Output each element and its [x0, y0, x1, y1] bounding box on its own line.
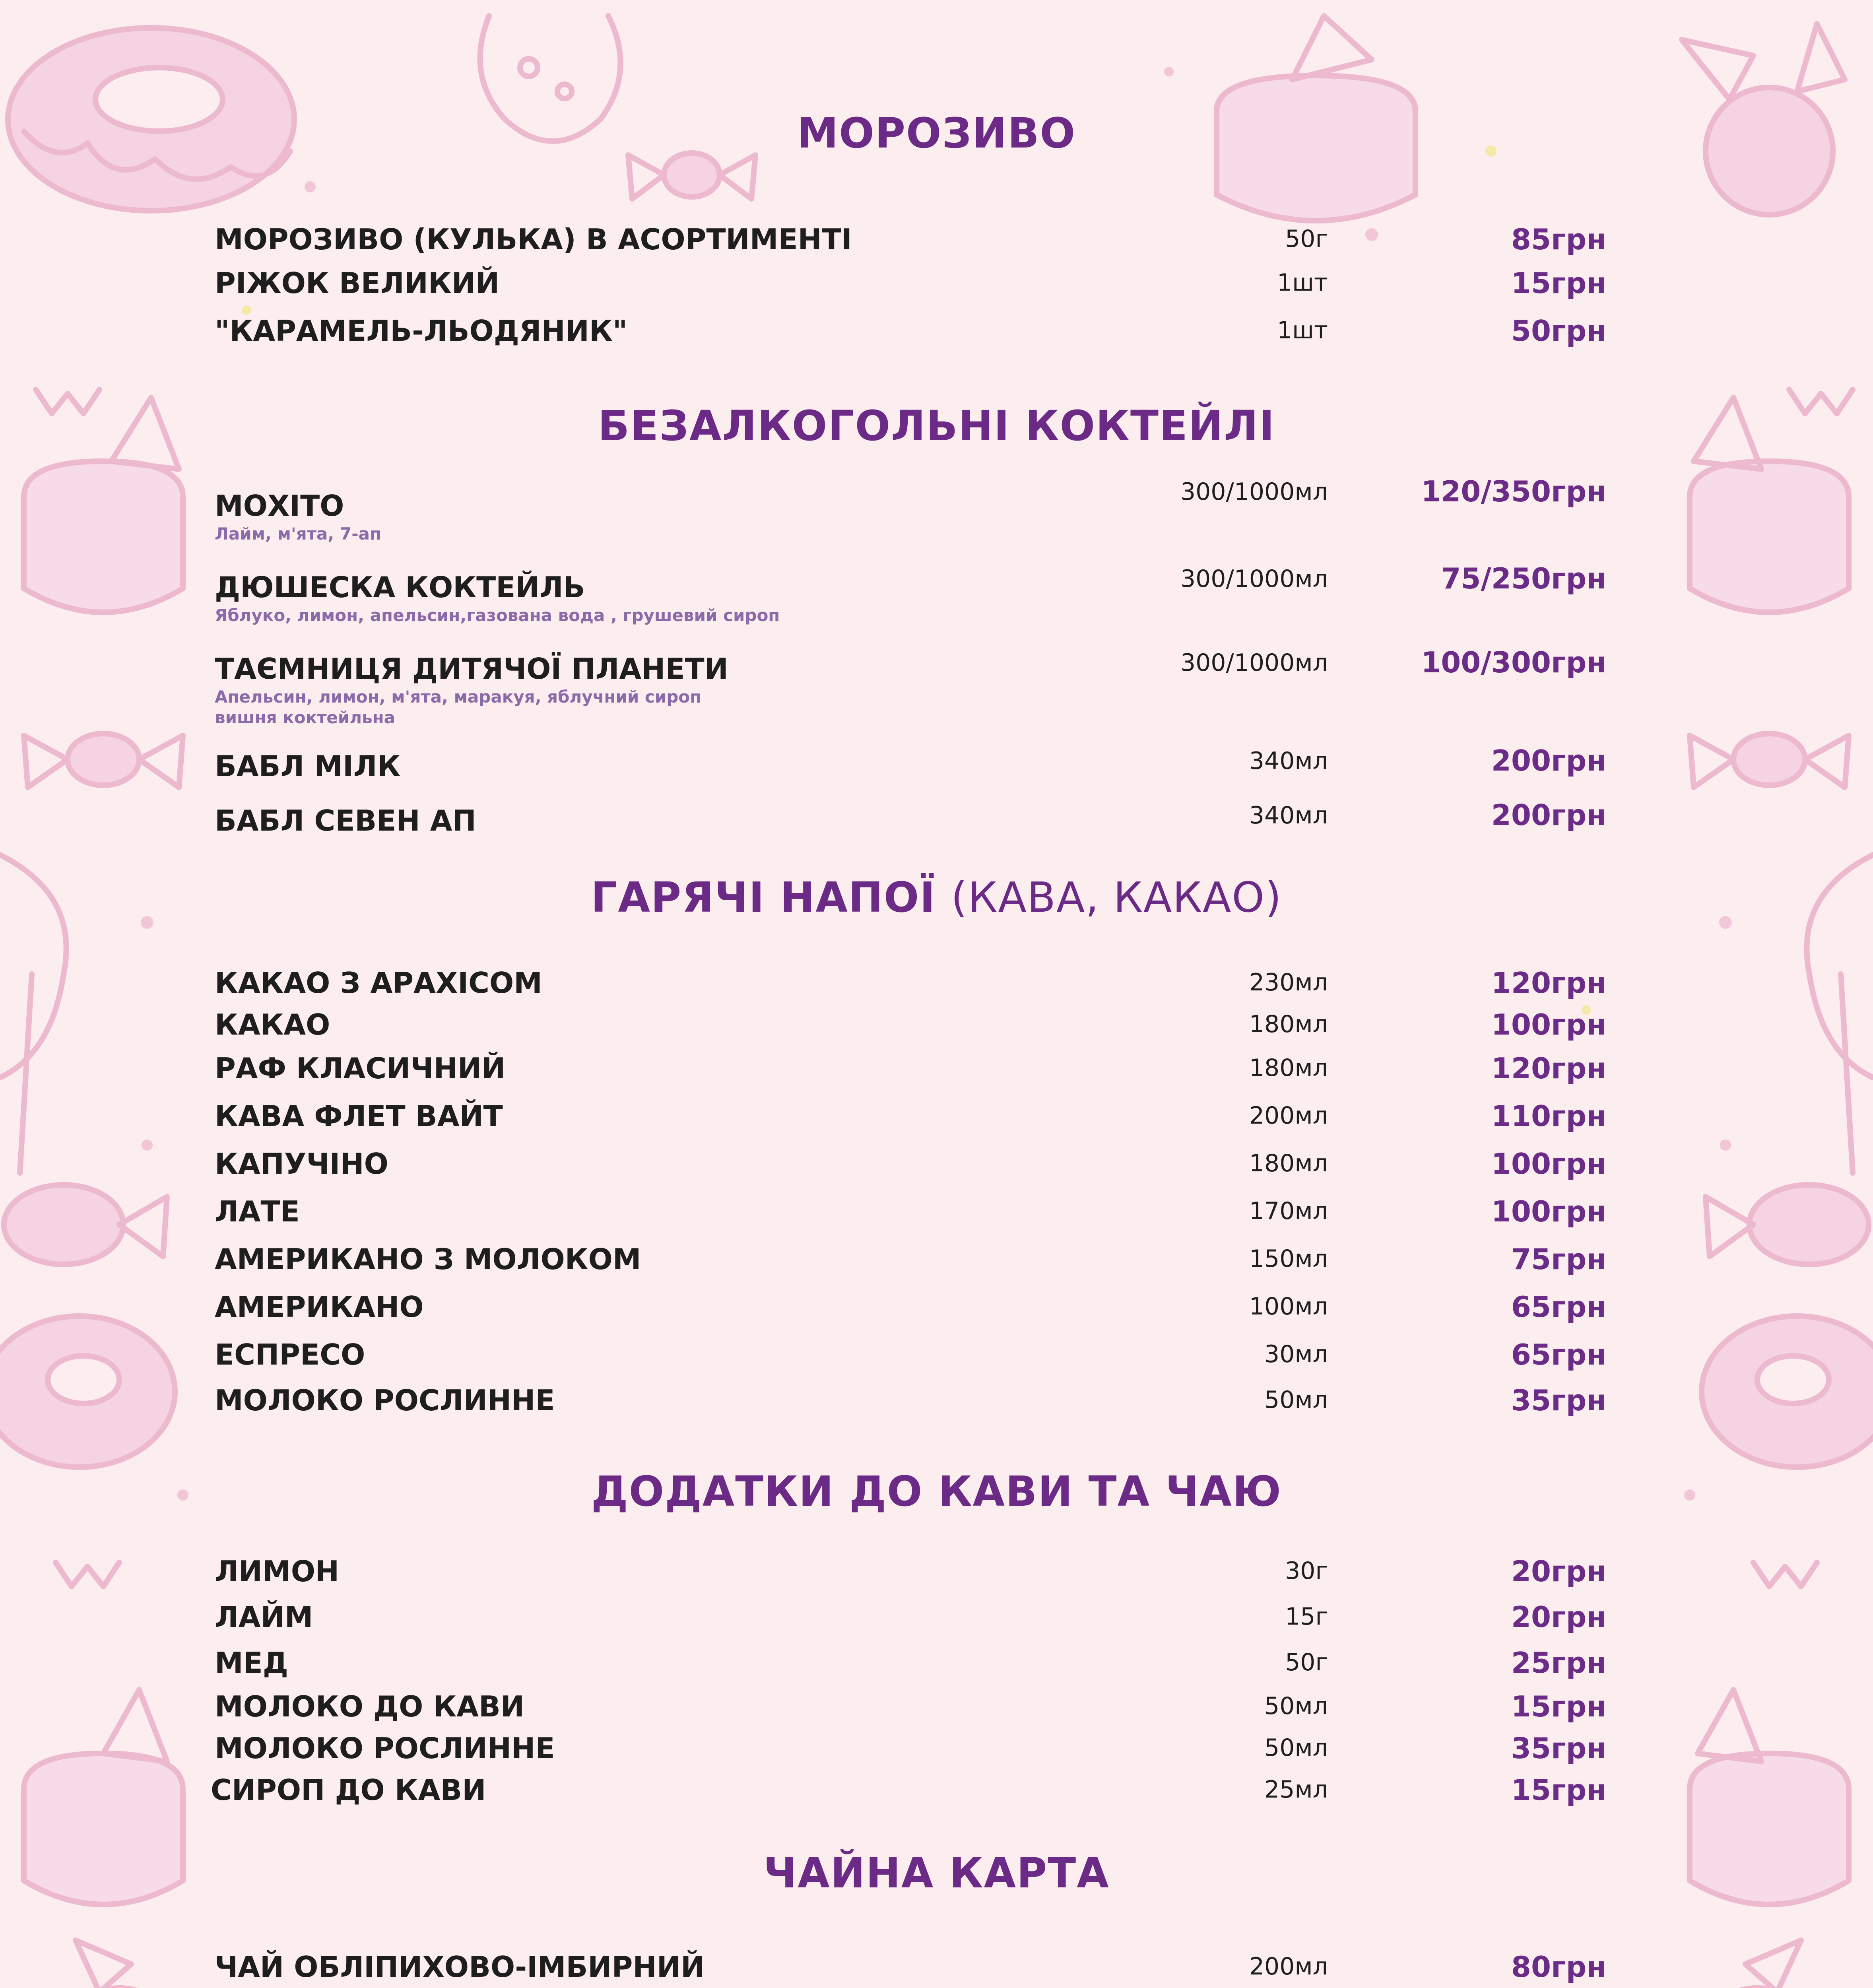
item-quantity: 200мл — [1249, 1102, 1328, 1130]
item-name: МОЛОКО ДО КАВИ — [215, 1690, 525, 1723]
menu-item — [215, 966, 1606, 1010]
item-price: 110грн — [1491, 1099, 1606, 1133]
section-title-text: ЧАЙНА КАРТА — [763, 1849, 1110, 1897]
item-quantity: 300/1000мл — [1180, 565, 1328, 593]
menu-item — [215, 1052, 1606, 1095]
item-quantity: 50мл — [1264, 1386, 1328, 1414]
item-quantity: 300/1000мл — [1180, 649, 1328, 677]
item-price: 120/350грн — [1421, 475, 1606, 508]
item-name: "КАРАМЕЛЬ-ЛЬОДЯНИК" — [215, 314, 628, 348]
section-title-ice-cream — [0, 109, 1873, 157]
item-price: 35грн — [1511, 1384, 1606, 1417]
item-quantity: 25мл — [1264, 1776, 1328, 1804]
item-price: 100грн — [1491, 1195, 1606, 1228]
item-name: БАБЛ СЕВЕН АП — [215, 804, 476, 837]
item-price: 85грн — [1511, 223, 1606, 256]
item-quantity: 30мл — [1264, 1340, 1328, 1368]
item-name: КАКАО — [215, 1008, 330, 1041]
item-quantity: 300/1000мл — [1180, 478, 1328, 506]
item-price: 100/300грн — [1421, 646, 1606, 679]
item-price: 120грн — [1491, 1052, 1606, 1085]
item-quantity: 50г — [1285, 225, 1328, 253]
menu-item — [215, 1008, 1606, 1052]
item-name: АМЕРИКАНО — [215, 1290, 424, 1324]
item-description-line2: вишня коктейльна — [215, 708, 396, 727]
item-name: ЕСПРЕСО — [215, 1338, 365, 1371]
item-quantity: 150мл — [1249, 1245, 1328, 1273]
item-price: 200грн — [1491, 798, 1606, 832]
item-name: МЕД — [215, 1646, 288, 1679]
item-name: МОЛОКО РОСЛИННЕ — [215, 1732, 555, 1765]
item-quantity: 170мл — [1249, 1197, 1328, 1225]
menu-item — [215, 1099, 1606, 1143]
item-quantity: 50мл — [1264, 1692, 1328, 1720]
item-name: МОРОЗИВО (КУЛЬКА) В АСОРТИМЕНТІ — [215, 223, 852, 256]
menu-item — [215, 562, 1606, 634]
item-name: ЛАЙМ — [215, 1600, 313, 1634]
menu-item — [215, 1384, 1606, 1427]
item-name: ЛИМОН — [215, 1555, 340, 1588]
item-name: КАВА ФЛЕТ ВАЙТ — [215, 1099, 503, 1133]
item-quantity: 1шт — [1277, 269, 1328, 297]
menu-item — [215, 646, 1606, 736]
item-name: МОЛОКО РОСЛИННЕ — [215, 1384, 555, 1417]
item-description: Апельсин, лимон, м'ята, маракуя, яблучний сироп — [215, 687, 702, 707]
item-price: 50грн — [1511, 314, 1606, 348]
item-name: ЛАТЕ — [215, 1195, 300, 1228]
item-price: 35грн — [1511, 1732, 1606, 1765]
menu-item — [215, 1195, 1606, 1239]
item-quantity: 50г — [1285, 1648, 1328, 1676]
menu-item — [215, 798, 1606, 848]
item-quantity: 230мл — [1249, 969, 1328, 996]
section-title-addons — [0, 1467, 1873, 1516]
menu-item — [215, 1646, 1606, 1690]
item-description: Лайм, м'ята, 7-ап — [215, 524, 381, 544]
item-price: 120грн — [1491, 966, 1606, 1000]
section-title-text: МОРОЗИВО — [797, 109, 1076, 157]
menu-item — [215, 1290, 1606, 1334]
menu-item — [215, 1147, 1606, 1191]
item-price: 100грн — [1491, 1008, 1606, 1041]
menu-item — [215, 1950, 1606, 1988]
section-title-tea — [0, 1849, 1873, 1897]
item-price: 65грн — [1511, 1290, 1606, 1324]
item-name: РІЖОК ВЕЛИКИЙ — [215, 266, 500, 300]
menu-item — [215, 314, 1606, 358]
item-price: 15грн — [1511, 266, 1606, 300]
menu-item — [215, 1338, 1606, 1382]
item-name: ЧАЙ ОБЛІПИХОВО-ІМБИРНИЙ — [215, 1950, 705, 1984]
item-name: СИРОП ДО КАВИ — [211, 1773, 486, 1807]
item-price: 100грн — [1491, 1147, 1606, 1180]
item-name: БАБЛ МІЛК — [215, 749, 401, 783]
menu-item — [215, 1600, 1606, 1644]
section-title-text: ГАРЯЧІ НАПОЇ — [591, 873, 936, 922]
item-price: 80грн — [1511, 1950, 1606, 1984]
menu-item — [215, 1242, 1606, 1286]
item-price: 25грн — [1511, 1646, 1606, 1679]
item-price: 20грн — [1511, 1555, 1606, 1588]
item-price: 75грн — [1511, 1242, 1606, 1276]
item-quantity: 180мл — [1249, 1010, 1328, 1038]
item-quantity: 100мл — [1249, 1293, 1328, 1320]
menu-item — [211, 1773, 1606, 1817]
item-description: Яблуко, лимон, апельсин,газована вода , грушевий сироп — [215, 606, 780, 625]
item-quantity: 340мл — [1249, 747, 1328, 775]
menu-item — [215, 1555, 1606, 1598]
menu-item — [215, 744, 1606, 793]
menu-item — [215, 1732, 1606, 1775]
item-name: РАФ КЛАСИЧНИЙ — [215, 1052, 506, 1085]
item-quantity: 30г — [1285, 1557, 1328, 1585]
item-price: 200грн — [1491, 744, 1606, 777]
item-price: 15грн — [1511, 1773, 1606, 1807]
menu-item — [215, 223, 1606, 266]
item-quantity: 200мл — [1249, 1953, 1328, 1980]
item-price: 20грн — [1511, 1600, 1606, 1634]
item-quantity: 340мл — [1249, 802, 1328, 829]
item-name: КАПУЧІНО — [215, 1147, 388, 1180]
section-title-suffix: (КАВА, КАКАО) — [951, 873, 1282, 922]
item-name: АМЕРИКАНО З МОЛОКОМ — [215, 1242, 641, 1276]
section-title-cocktails — [0, 402, 1873, 450]
menu-item — [215, 266, 1606, 310]
item-price: 15грн — [1511, 1690, 1606, 1723]
section-title-text: БЕЗАЛКОГОЛЬНІ КОКТЕЙЛІ — [598, 402, 1275, 450]
item-quantity: 180мл — [1249, 1054, 1328, 1082]
menu-item — [215, 475, 1606, 553]
item-quantity: 15г — [1285, 1603, 1328, 1631]
item-quantity: 50мл — [1264, 1734, 1328, 1762]
item-name: ДЮШЕСКА КОКТЕЙЛЬ — [215, 571, 585, 604]
item-price: 75/250грн — [1441, 562, 1606, 595]
section-title-text: ДОДАТКИ ДО КАВИ ТА ЧАЮ — [591, 1467, 1282, 1516]
section-title-hot-drinks — [0, 873, 1873, 922]
menu-item — [215, 1690, 1606, 1734]
item-name: МОХІТО — [215, 489, 344, 522]
item-price: 65грн — [1511, 1338, 1606, 1371]
item-quantity: 180мл — [1249, 1149, 1328, 1177]
item-name: КАКАО З АРАХІСОМ — [215, 966, 542, 1000]
item-quantity: 1шт — [1277, 316, 1328, 344]
item-name: ТАЄМНИЦЯ ДИТЯЧОЇ ПЛАНЕТИ — [215, 652, 728, 685]
